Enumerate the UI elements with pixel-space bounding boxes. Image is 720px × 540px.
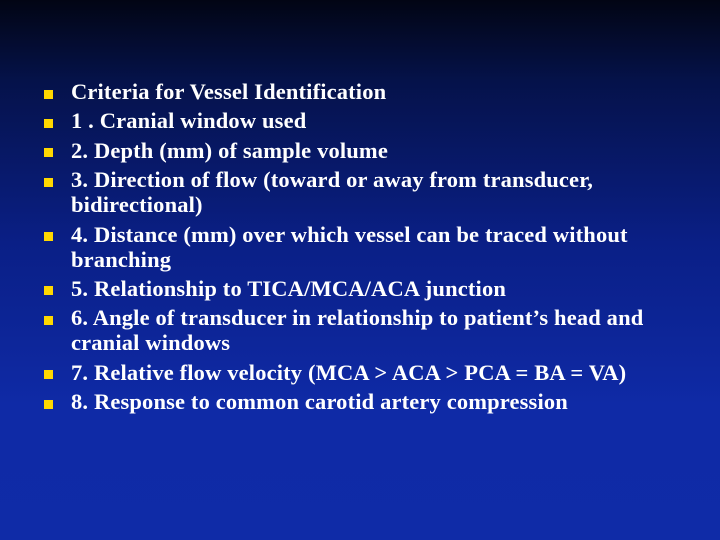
square-bullet-icon	[44, 90, 53, 99]
square-bullet-icon	[44, 148, 53, 157]
bullet-text: 2. Depth (mm) of sample volume	[71, 137, 388, 163]
bullet-item-1	[44, 108, 704, 133]
bullet-text: 3. Direction of flow (toward or away from transducer, bidirectional)	[71, 167, 594, 218]
bullet-list	[44, 79, 704, 419]
bullet-text: Criteria for Vessel Identification	[71, 79, 387, 104]
bullet-text: 5. Relationship to TICA/MCA/ACA junction	[71, 275, 507, 301]
bullet-item-7	[44, 360, 704, 385]
bullet-item-3	[44, 167, 704, 217]
square-bullet-icon	[44, 316, 53, 325]
bullet-item-5	[44, 276, 704, 301]
bullet-item-2	[44, 138, 704, 163]
square-bullet-icon	[44, 400, 53, 409]
bullet-text: 6. Angle of transducer in relationship to patient’s head and cranial windows	[71, 305, 644, 356]
bullet-item-6	[44, 305, 704, 355]
square-bullet-icon	[44, 232, 53, 241]
bullet-text: 7. Relative flow velocity (MCA > ACA > PCA = BA = VA)	[71, 359, 627, 385]
bullet-text: 1 . Cranial window used	[71, 108, 307, 134]
bullet-text: 8. Response to common carotid artery compression	[71, 389, 568, 415]
square-bullet-icon	[44, 178, 53, 187]
bullet-item-4	[44, 222, 704, 272]
bullet-text: 4. Distance (mm) over which vessel can be traced without branching	[71, 221, 628, 272]
bullet-item-8	[44, 389, 704, 414]
bullet-item-heading	[44, 79, 704, 104]
square-bullet-icon	[44, 286, 53, 295]
square-bullet-icon	[44, 370, 53, 379]
square-bullet-icon	[44, 119, 53, 128]
